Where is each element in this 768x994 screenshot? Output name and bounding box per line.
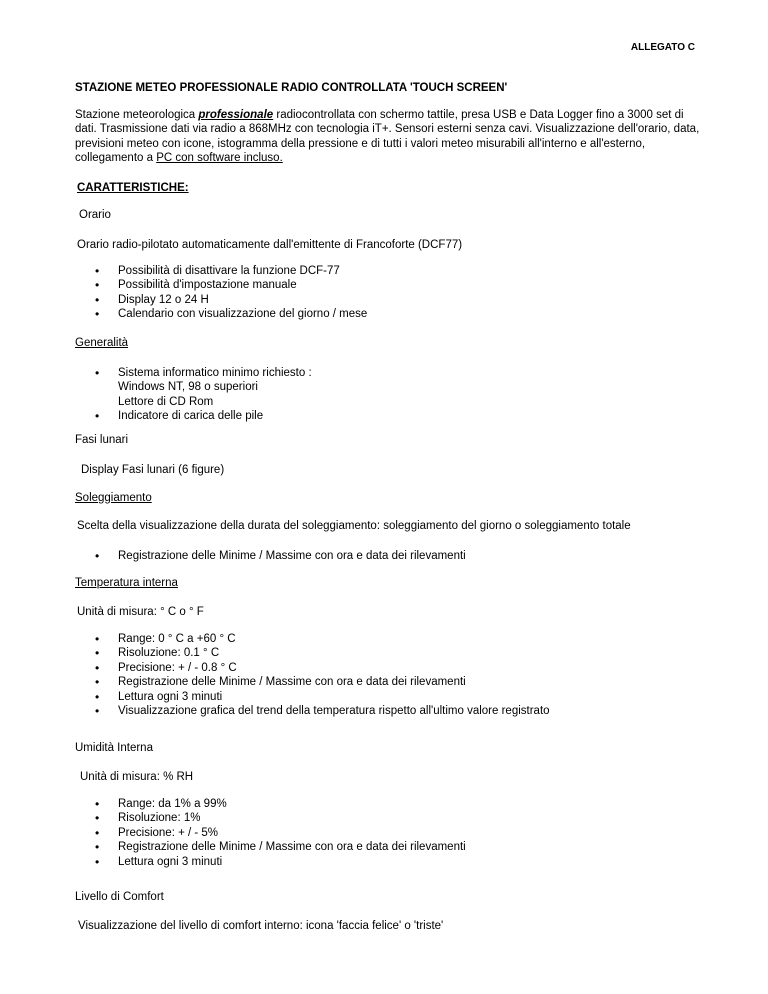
list-item: • Range: da 1% a 99% — [95, 797, 466, 811]
attachment-label: ALLEGATO C — [630, 42, 695, 53]
generalita-heading: Generalità — [75, 337, 129, 349]
list-item: • Lettura ogni 3 minuti — [95, 690, 550, 704]
list-item: • Risoluzione: 1% — [95, 811, 466, 825]
list-item: • Possibilità d'impostazione manuale — [95, 278, 367, 292]
umidita-heading: Umidità Interna — [75, 742, 153, 754]
list-item: • Possibilità di disattivare la funzione DCF-77 — [95, 264, 367, 278]
temperatura-heading: Temperatura interna — [75, 577, 178, 589]
list-item: • Indicatore di carica delle pile — [95, 409, 312, 423]
temperatura-list — [95, 632, 550, 718]
list-item: • Registrazione delle Minime / Massime con ora e data dei rilevamenti — [95, 675, 550, 689]
intro-text-2: radiocontrollata con schermo tattile, presa USB e Data Logger fino a 3000 set di dati. Trasmissione dati via radio a 868MHz con tecnologia iT+. Sensori esterni senza cavi. Visualizzazione dell'orario, data, previsioni meteo con icone, istogramma della pressione e di tutti i valori meteo misurabili all'interno e all'esterno, collegamento a — [75, 109, 700, 165]
list-item: • Risoluzione: 0.1 ° C — [95, 646, 550, 660]
pc-software-link[interactable]: PC con software incluso. — [156, 152, 283, 165]
list-item: • Registrazione delle Minime / Massime con ora e data dei rilevamenti — [95, 549, 466, 563]
comfort-heading: Livello di Comfort — [75, 891, 164, 903]
orario-desc: Orario radio-pilotato automaticamente dall'emittente di Francoforte (DCF77) — [77, 239, 463, 251]
list-item: • Precisione: + / - 5% — [95, 826, 466, 840]
list-item: • Lettura ogni 3 minuti — [95, 855, 466, 869]
orario-heading: Orario — [79, 209, 111, 221]
temperatura-unit: Unità di misura: ° C o ° F — [77, 606, 204, 618]
fasi-heading: Fasi lunari — [75, 434, 129, 446]
features-heading: CARATTERISTICHE: — [77, 182, 189, 194]
orario-list — [95, 264, 367, 322]
list-item: • Precisione: + / - 0.8 ° C — [95, 661, 550, 675]
intro-emphasis: professionale — [198, 109, 274, 121]
soleggiamento-list — [95, 549, 466, 563]
list-item — [95, 366, 312, 409]
list-item: • Range: 0 ° C a +60 ° C — [95, 632, 550, 646]
list-item: • Calendario con visualizzazione del giorno / mese — [95, 307, 367, 321]
fasi-desc: Display Fasi lunari (6 figure) — [81, 464, 225, 476]
generalita-list — [95, 366, 312, 424]
intro-paragraph — [75, 108, 700, 166]
soleggiamento-desc: Scelta della visualizzazione della durata del soleggiamento: soleggiamento del giorno o soleggiamento totale — [77, 520, 631, 532]
comfort-desc: Visualizzazione del livello di comfort interno: icona 'faccia felice' o 'triste' — [78, 920, 444, 932]
intro-text-1: Stazione meteorologica — [75, 109, 199, 121]
list-item-line: Windows NT, 98 o superiori — [118, 381, 258, 394]
list-item: • Visualizzazione grafica del trend della temperatura rispetto all'ultimo valore registrato — [95, 704, 550, 718]
list-item: • Display 12 o 24 H — [95, 293, 367, 307]
umidita-unit: Unità di misura: % RH — [80, 771, 194, 783]
list-item: • Registrazione delle Minime / Massime con ora e data dei rilevamenti — [95, 840, 466, 854]
list-item-line: Lettore di CD Rom — [118, 395, 214, 408]
umidita-list — [95, 797, 466, 869]
list-item-line: • Sistema informatico minimo richiesto : — [118, 367, 312, 379]
document-title: STAZIONE METEO PROFESSIONALE RADIO CONTROLLATA 'TOUCH SCREEN' — [75, 82, 508, 94]
soleggiamento-heading: Soleggiamento — [75, 492, 152, 504]
